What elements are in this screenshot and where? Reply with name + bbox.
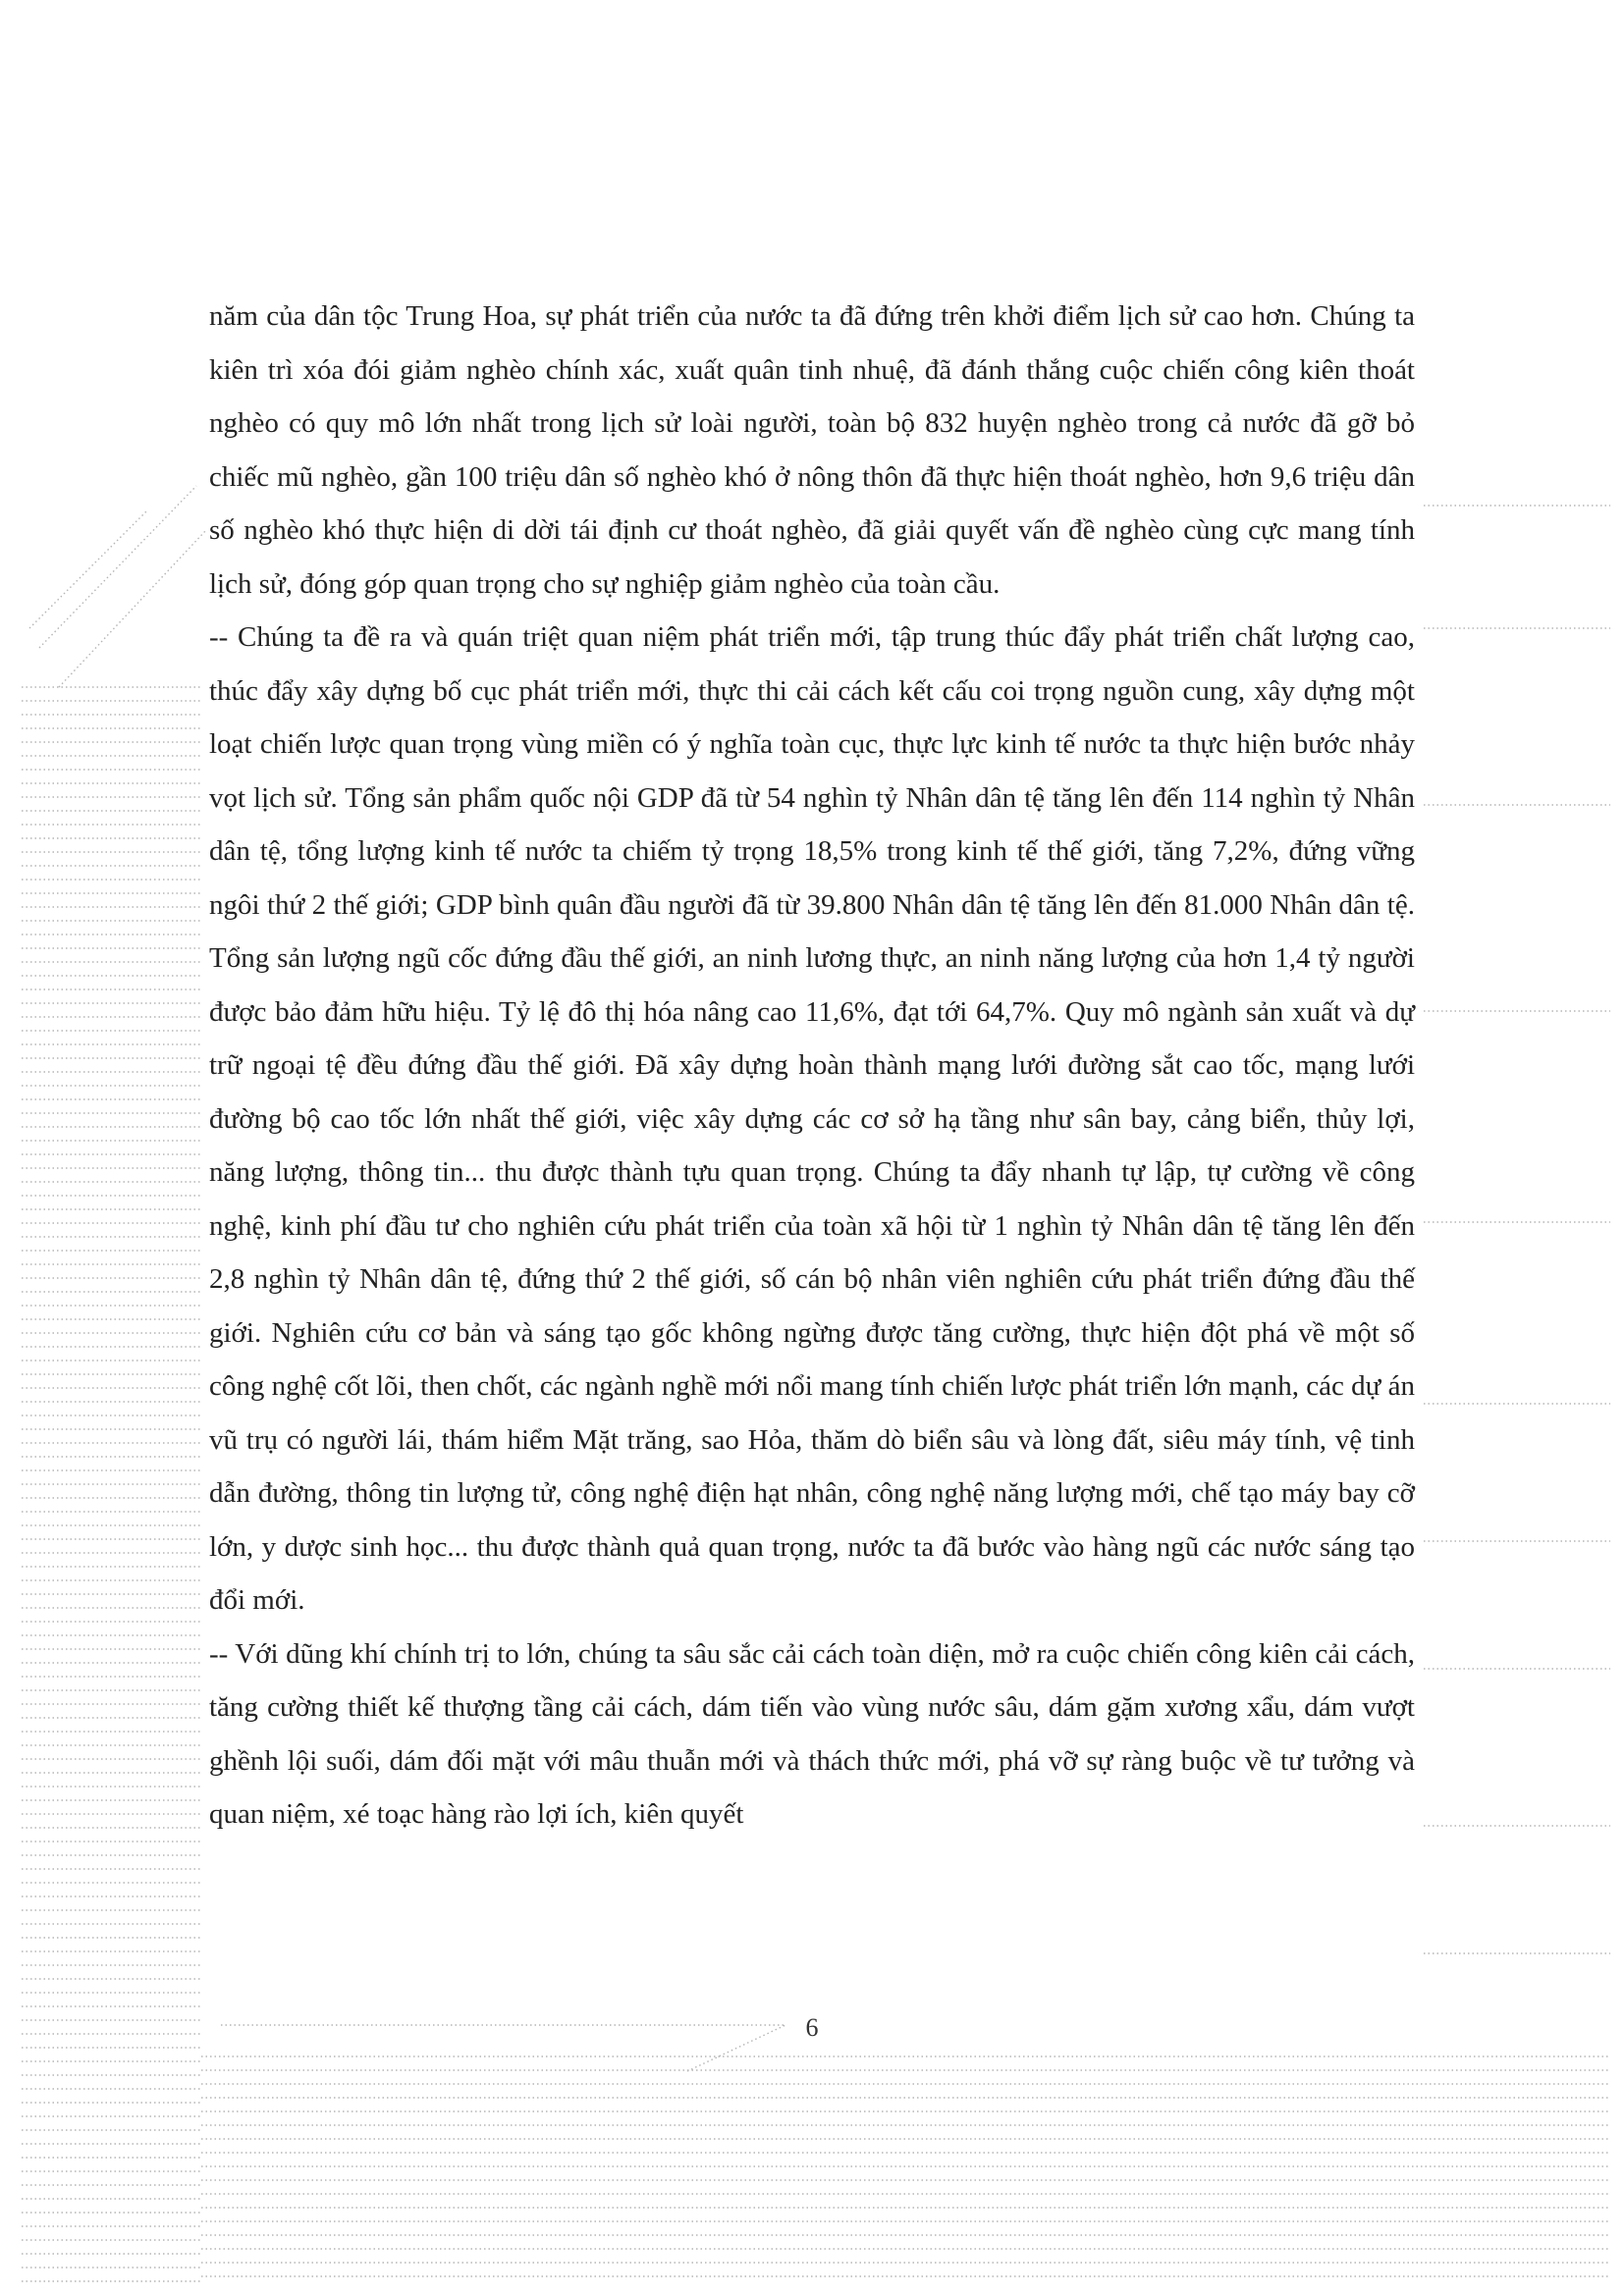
page-number: 6 <box>805 2013 819 2042</box>
paragraph-2: -- Chúng ta đề ra và quán triệt quan niệm phát triển mới, tập trung thúc đẩy phát triển chất lượng cao, thúc đẩy xây dựng bố cục phát triển mới, thực thi cải cách kết cấu coi trọng nguồn cung, xây dựng một loạt chiến lược quan trọng vùng miền có ý nghĩa toàn cục, thực lực kinh tế nước ta thực hiện bước nhảy vọt lịch sử. Tổng sản phẩm quốc nội GDP đã từ 54 nghìn tỷ Nhân dân tệ tăng lên đến 114 nghìn tỷ Nhân dân tệ, tổng lượng kinh tế nước ta chiếm tỷ trọng 18,5% trong kinh tế thế giới, tăng 7,2%, đứng vững ngôi thứ 2 thế giới; GDP bình quân đầu người đã từ 39.800 Nhân dân tệ tăng lên đến 81.000 Nhân dân tệ. Tổng sản lượng ngũ cốc đứng đầu thế giới, an ninh lương thực, an ninh năng lượng của hơn 1,4 tỷ người được bảo đảm hữu hiệu. Tỷ lệ đô thị hóa nâng cao 11,6%, đạt tới 64,7%. Quy mô ngành sản xuất và dự trữ ngoại tệ đều đứng đầu thế giới. Đã xây dựng hoàn thành mạng lưới đường sắt cao tốc, mạng lưới đường bộ cao tốc lớn nhất thế giới, việc xây dựng các cơ sở hạ tầng như sân bay, cảng biển, thủy lợi, năng lượng, thông tin... thu được thành tựu quan trọng. Chúng ta đẩy nhanh tự lập, tự cường về công nghệ, kinh phí đầu tư cho nghiên cứu phát triển của toàn xã hội từ 1 nghìn tỷ Nhân dân tệ tăng lên đến 2,8 nghìn tỷ Nhân dân tệ, đứng thứ 2 thế giới, số cán bộ nhân viên nghiên cứu phát triển đứng đầu thế giới. Nghiên cứu cơ bản và sáng tạo gốc không ngừng được tăng cường, thực hiện đột phá về một số công nghệ cốt lõi, then chốt, các ngành nghề mới nổi mang tính chiến lược phát triển lớn mạnh, các dự án vũ trụ có người lái, thám hiểm Mặt trăng, sao Hỏa, thăm dò biển sâu và lòng đất, siêu máy tính, vệ tinh dẫn đường, thông tin lượng tử, công nghệ điện hạt nhân, công nghệ năng lượng mới, chế tạo máy bay cỡ lớn, y dược sinh học... thu được thành quả quan trọng, nước ta đã bước vào hàng ngũ các nước sáng tạo đổi mới. <box>209 621 1415 1616</box>
dotted-line <box>39 486 196 648</box>
dotted-line <box>687 2025 785 2071</box>
dotted-line <box>29 510 147 628</box>
body-text <box>209 290 1415 1842</box>
dotted-line <box>59 530 206 687</box>
paragraph-1: năm của dân tộc Trung Hoa, sự phát triển của nước ta đã đứng trên khởi điểm lịch sử cao hơn. Chúng ta kiên trì xóa đói giảm nghèo chính xác, xuất quân tinh nhuệ, đã đánh thắng cuộc chiến công kiên thoát nghèo có quy mô lớn nhất trong lịch sử loài người, toàn bộ 832 huyện nghèo trong cả nước đã gỡ bỏ chiếc mũ nghèo, gần 100 triệu dân số nghèo khó ở nông thôn đã thực hiện thoát nghèo, hơn 9,6 triệu dân số nghèo khó thực hiện di dời tái định cư thoát nghèo, đã giải quyết vấn đề nghèo cùng cực mang tính lịch sử, đóng góp quan trọng cho sự nghiệp giảm nghèo của toàn cầu. <box>209 300 1415 600</box>
paragraph-3: -- Với dũng khí chính trị to lớn, chúng ta sâu sắc cải cách toàn diện, mở ra cuộc chiến công kiên cải cách, tăng cường thiết kế thượng tầng cải cách, dám tiến vào vùng nước sâu, dám gặm xương xẩu, dám vượt ghềnh lội suối, dám đối mặt với mâu thuẫn mới và thách thức mới, phá vỡ sự ràng buộc về tư tưởng và quan niệm, xé toạc hàng rào lợi ích, kiên quyết <box>209 1637 1415 1830</box>
